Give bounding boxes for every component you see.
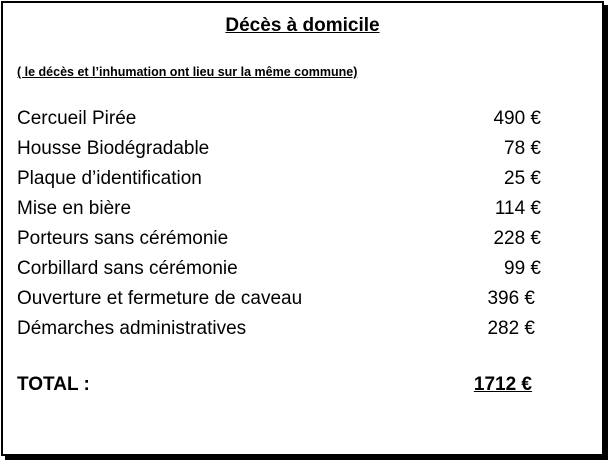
item-price: 25 €: [504, 168, 541, 189]
price-row: [17, 104, 597, 134]
item-price: 114 €: [494, 198, 541, 219]
item-price: 490 €: [493, 108, 541, 129]
price-row: [17, 164, 597, 194]
document-frame: [1, 1, 604, 456]
document-subtitle: ( le décès et l’inhumation ont lieu sur la même commune): [17, 65, 358, 79]
price-row: [17, 134, 597, 164]
document-title: Décès à domicile: [225, 15, 380, 36]
price-row: [17, 194, 597, 224]
item-label: Ouverture et fermeture de caveau: [17, 288, 303, 309]
price-row: [17, 224, 597, 254]
total-label: TOTAL :: [17, 374, 90, 395]
item-label: Plaque d’identification: [17, 168, 202, 189]
item-label: Mise en bière: [17, 198, 132, 219]
item-price: 228 €: [493, 228, 541, 249]
item-label: Housse Biodégradable: [17, 138, 210, 159]
price-row: [17, 314, 597, 344]
item-label: Corbillard sans cérémonie: [17, 258, 238, 279]
item-label: Cercueil Pirée: [17, 108, 137, 129]
item-price: 78 €: [504, 138, 541, 159]
total-row: [17, 370, 597, 400]
item-label: Porteurs sans cérémonie: [17, 228, 229, 249]
item-price: 282 €: [487, 318, 535, 339]
price-row: [17, 284, 597, 314]
price-row: [17, 254, 597, 284]
item-label: Démarches administratives: [17, 318, 247, 339]
item-price: 396 €: [487, 288, 535, 309]
price-list: [17, 104, 597, 344]
item-price: 99 €: [504, 258, 541, 279]
total-price: 1712 €: [473, 374, 532, 395]
